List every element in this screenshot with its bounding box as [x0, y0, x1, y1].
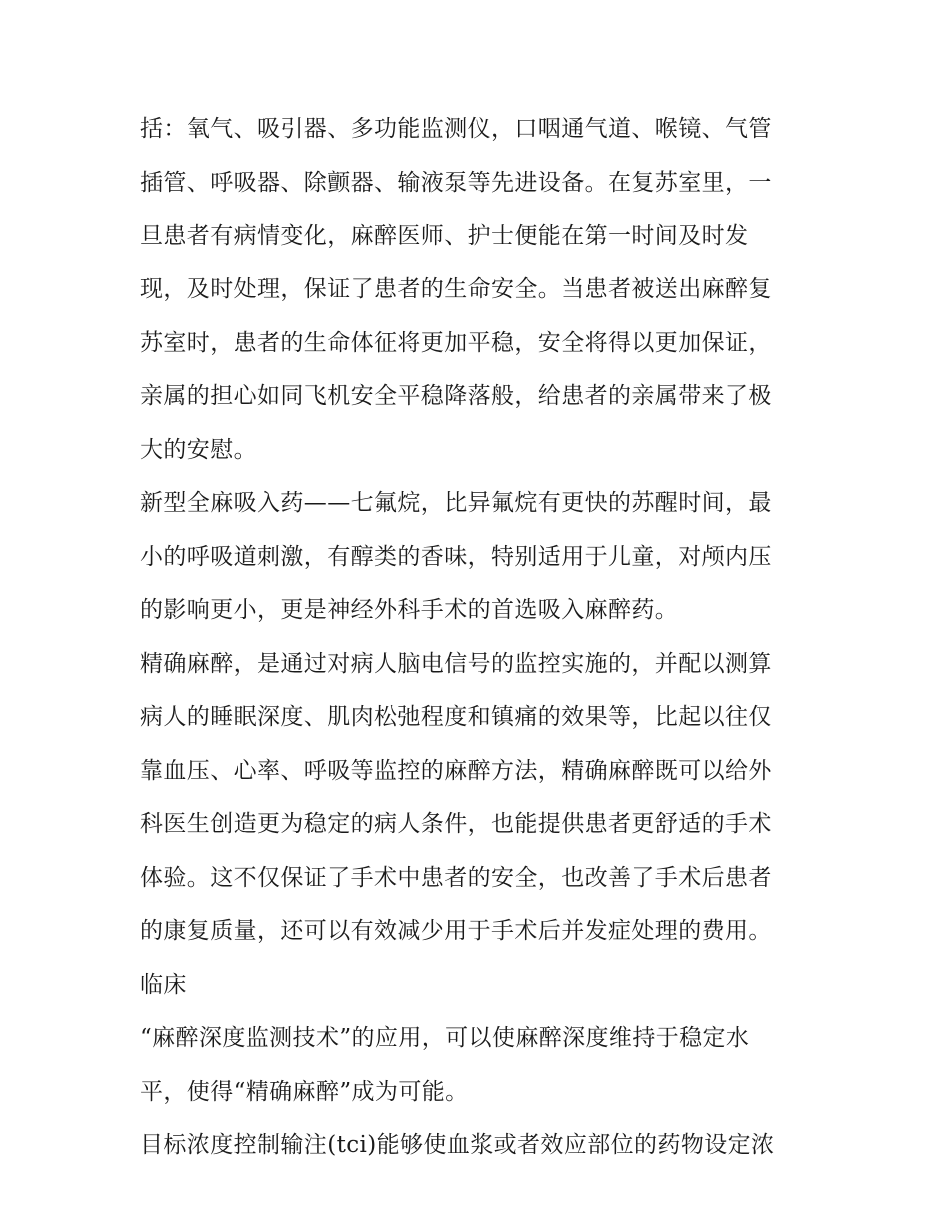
text-line: 靠血压、心率、呼吸等监控的麻醉方法，精确麻醉既可以给外 [140, 758, 772, 784]
text-line: 的影响更小，更是神经外科手术的首选吸入麻醉药。 [140, 597, 679, 623]
text-line: 小的呼吸道刺激，有醇类的香味，特别适用于儿童，对颅内压 [140, 544, 772, 570]
text-line: 插管、呼吸器、除颤器、输液泵等先进设备。在复苏室里，一 [140, 170, 772, 196]
text-line: 平，使得“精确麻醉”成为可能。 [140, 1079, 469, 1105]
text-line: 现，及时处理，保证了患者的生命安全。当患者被送出麻醉复 [140, 276, 772, 302]
text-line: 体验。这不仅保证了手术中患者的安全，也改善了手术后患者 [140, 865, 772, 891]
text-line: 科医生创造更为稳定的病人条件，也能提供患者更舒适的手术 [140, 811, 772, 837]
text-line: 临床 [140, 972, 187, 998]
text-line: 目标浓度控制输注(tci)能够使血浆或者效应部位的药物设定浓 [140, 1132, 775, 1158]
text-line: 病人的睡眠深度、肌肉松弛程度和镇痛的效果等，比起以往仅 [140, 704, 772, 730]
text-line: 的康复质量，还可以有效减少用于手术后并发症处理的费用。 [140, 918, 772, 944]
text-line: 亲属的担心如同飞机安全平稳降落般，给患者的亲属带来了极 [140, 383, 772, 409]
text-line: “麻醉深度监测技术”的应用，可以使麻醉深度维持于稳定水 [140, 1025, 750, 1051]
text-line: 括：氧气、吸引器、多功能监测仪，口咽通气道、喉镜、气管 [140, 116, 772, 142]
text-line: 苏室时，患者的生命体征将更加平稳，安全将得以更加保证， [140, 330, 772, 356]
text-line: 旦患者有病情变化，麻醉医师、护士便能在第一时间及时发 [140, 223, 749, 249]
text-line: 精确麻醉，是通过对病人脑电信号的监控实施的，并配以测算 [140, 651, 772, 677]
text-line: 新型全麻吸入药——七氟烷，比异氟烷有更快的苏醒时间，最 [140, 490, 772, 516]
text-line: 大的安慰。 [140, 437, 257, 463]
